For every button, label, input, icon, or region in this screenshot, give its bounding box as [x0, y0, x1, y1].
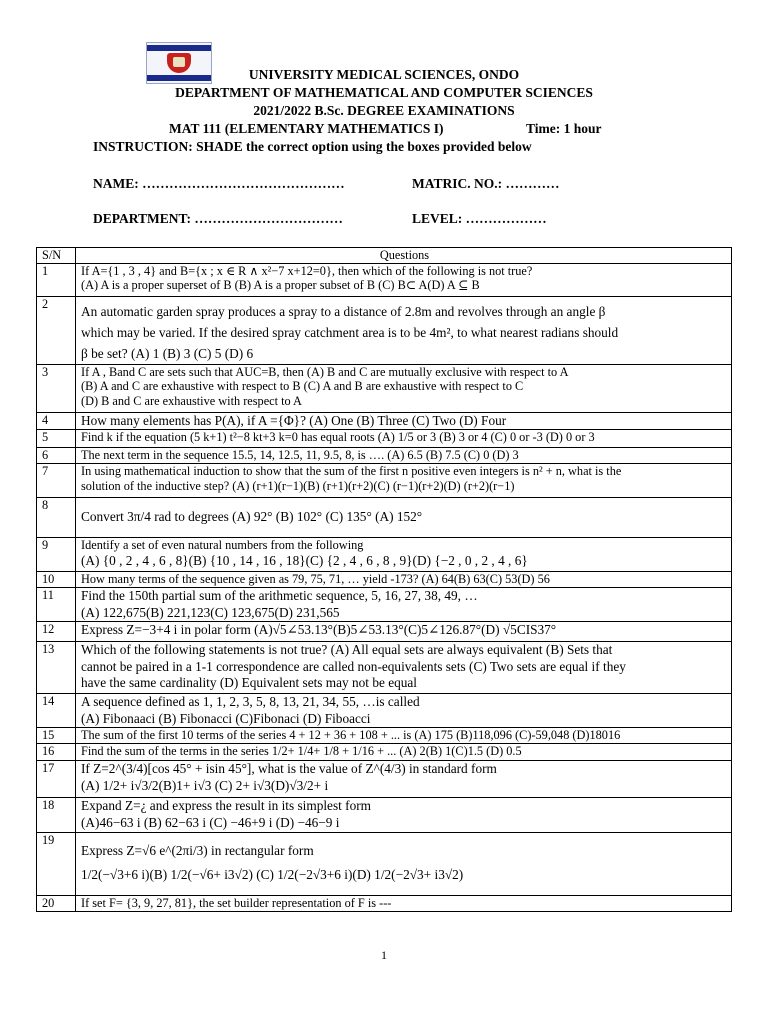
question-line: have the same cardinality (D) Equivalent sets may not be equal [81, 675, 417, 690]
question-cell [76, 572, 732, 588]
questions-table [36, 247, 732, 912]
sn-cell: 1 [37, 263, 76, 296]
question-line: Identify a set of even natural numbers from the following [81, 538, 364, 552]
level-field[interactable]: LEVEL: ……………… [412, 211, 547, 226]
department-name: DEPARTMENT OF MATHEMATICAL AND COMPUTER SCIENCES [175, 85, 593, 100]
question-cell [76, 263, 732, 296]
table-row [37, 694, 732, 728]
question-cell [76, 498, 732, 538]
table-row [37, 588, 732, 622]
question-cell [76, 833, 732, 896]
table-row [37, 744, 732, 761]
sn-cell: 16 [37, 744, 76, 761]
sn-cell: 5 [37, 430, 76, 448]
question-line: (A)46−63 i (B) 62−63 i (C) −46+9 i (D) −46−9 i [81, 814, 340, 830]
question-line: Express Z=√6 e^(2πi/3) in rectangular form [81, 843, 314, 858]
question-line: How many terms of the sequence given as 79, 75, 71, … yield -173? (A) 64(B) 63(C) 53(D) 56 [81, 572, 550, 586]
question-line: (A) 122,675(B) 221,123(C) 123,675(D) 231,565 [81, 604, 340, 620]
department-field[interactable]: DEPARTMENT: …………………………… [93, 211, 343, 226]
question-cell [76, 642, 732, 694]
question-cell [76, 412, 732, 430]
table-row [37, 464, 732, 498]
table-row [37, 761, 732, 798]
sn-header: S/N [37, 248, 76, 264]
sn-cell: 2 [37, 296, 76, 364]
question-line: Convert 3π/4 rad to degrees (A) 92° (B) 102° (C) 135° (A) 152° [81, 509, 423, 525]
table-row [37, 296, 732, 364]
table-row [37, 896, 732, 912]
table-row [37, 364, 732, 412]
question-line: β be set? (A) 1 (B) 3 (C) 5 (D) 6 [81, 345, 254, 361]
page-number: 1 [381, 948, 387, 962]
question-cell [76, 464, 732, 498]
sn-cell: 18 [37, 798, 76, 833]
question-cell [76, 798, 732, 833]
question-line: (B) A and C are exhaustive with respect to B (C) A and B are exhaustive with respect to C [81, 379, 524, 393]
question-line: Find the 150th partial sum of the arithmetic sequence, 5, 16, 27, 38, 49, … [81, 588, 478, 603]
sn-cell: 17 [37, 761, 76, 798]
question-line: (A) A is a proper superset of B (B) A is a proper subset of B (C) B⊂ A(D) A ⊆ B [81, 278, 480, 292]
question-line: solution of the inductive step? (A) (r+1)(r−1)(B) (r+1)(r+2)(C) (r−1)(r+2)(D) (r+2)(r−1) [81, 478, 515, 493]
table-row [37, 728, 732, 744]
question-line: (A) {0 , 2 , 4 , 6 , 8}(B) {10 , 14 , 16 , 18}(C) {2 , 4 , 6 , 8 , 9}(D) {−2 , 0 , 2 , 4 , 6} [81, 552, 528, 568]
question-cell [76, 761, 732, 798]
sn-cell: 9 [37, 538, 76, 572]
question-cell [76, 448, 732, 464]
sn-cell: 15 [37, 728, 76, 744]
question-line: (A) 1/2+ i√3/2(B)1+ i√3 (C) 2+ i√3(D)√3/2+ i [81, 777, 329, 793]
table-row [37, 430, 732, 448]
question-line: Express Z=−3+4 i in polar form (A)√5∠53.13°(B)5∠53.13°(C)5∠126.87°(D) √5CIS37° [81, 622, 557, 637]
table-row [37, 572, 732, 588]
question-line: (A) Fibonaaci (B) Fibonacci (C)Fibonaci (D) Fiboacci [81, 710, 371, 726]
question-line: 1/2(−√3+6 i)(B) 1/2(−√6+ i3√2) (C) 1/2(−2√3+6 i)(D) 1/2(−2√3+ i3√2) [81, 867, 464, 882]
question-line: which may be varied. If the desired spray catchment area is to be 4m², to what nearest radians should [81, 324, 619, 340]
sn-cell: 4 [37, 412, 76, 430]
question-line: An automatic garden spray produces a spray to a distance of 2.8m and revolves through an angle β [81, 303, 606, 319]
question-cell [76, 694, 732, 728]
table-row [37, 448, 732, 464]
sn-cell: 13 [37, 642, 76, 694]
name-field[interactable]: NAME: ……………………………………… [93, 176, 345, 191]
sn-cell: 19 [37, 833, 76, 896]
question-line: If set F= {3, 9, 27, 81}, the set builder representation of F is --- [81, 896, 392, 910]
question-line: Which of the following statements is not true? (A) All equal sets are always equivalent (B) Sets that [81, 642, 613, 657]
matric-field[interactable]: MATRIC. NO.: ………… [412, 176, 560, 191]
question-line: (D) B and C are exhaustive with respect to A [81, 393, 302, 408]
table-row [37, 622, 732, 642]
question-cell [76, 896, 732, 912]
question-cell [76, 538, 732, 572]
sn-cell: 11 [37, 588, 76, 622]
university-name: UNIVERSITY MEDICAL SCIENCES, ONDO [248, 67, 520, 82]
question-line: The sum of the first 10 terms of the series 4 + 12 + 36 + 108 + ... is (A) 175 (B)118,096 (C)-59,048 (D)18016 [81, 728, 621, 742]
sn-cell: 7 [37, 464, 76, 498]
table-row [37, 798, 732, 833]
question-line: The next term in the sequence 15.5, 14, 12.5, 11, 9.5, 8, is …. (A) 6.5 (B) 7.5 (C) 0 (D) 3 [81, 448, 519, 462]
question-line: If A , Band C are sets such that AUC=B, then (A) B and C are mutually exclusive with respect to A [81, 364, 569, 379]
question-line: If Z=2^(3/4)[cos 45° + isin 45°], what is the value of Z^(4/3) in standard form [81, 761, 497, 776]
table-row [37, 833, 732, 896]
question-cell [76, 744, 732, 761]
question-cell [76, 728, 732, 744]
table-row [37, 412, 732, 430]
sn-cell: 10 [37, 572, 76, 588]
course-title: MAT 111 (ELEMENTARY MATHEMATICS I) [169, 121, 444, 136]
sn-cell: 6 [37, 448, 76, 464]
sn-cell: 12 [37, 622, 76, 642]
sn-cell: 3 [37, 364, 76, 412]
question-line: Find the sum of the terms in the series 1/2+ 1/4+ 1/8 + 1/16 + ... (A) 2(B) 1(C)1.5 (D) 0.5 [81, 744, 522, 758]
table-row [37, 498, 732, 538]
instruction: INSTRUCTION: SHADE the correct option using the boxes provided below [93, 139, 532, 154]
exam-time: Time: 1 hour [526, 121, 602, 136]
exam-session: 2021/2022 B.Sc. DEGREE EXAMINATIONS [253, 103, 515, 118]
question-line: If A={1 , 3 , 4} and B={x ; x ∈ R ∧ x²−7 x+12=0}, then which of the following is not true? [81, 263, 533, 278]
questions-header: Questions [76, 248, 732, 264]
question-cell [76, 622, 732, 642]
question-line: A sequence defined as 1, 1, 2, 3, 5, 8, 13, 21, 34, 55, …is called [81, 694, 420, 709]
sn-cell: 8 [37, 498, 76, 538]
question-cell [76, 588, 732, 622]
question-line: cannot be paired in a 1-1 correspondence are called non-equivalents sets (C) Two sets are equal if they [81, 658, 626, 674]
question-line: How many elements has P(A), if A ={Φ}? (A) One (B) Three (C) Two (D) Four [81, 412, 507, 428]
table-row [37, 263, 732, 296]
table-header-row [37, 248, 732, 264]
sn-cell: 14 [37, 694, 76, 728]
table-row [37, 642, 732, 694]
question-cell [76, 296, 732, 364]
sn-cell: 20 [37, 896, 76, 912]
question-line: In using mathematical induction to show that the sum of the first n positive even integers is n² + n, what is the [81, 464, 622, 478]
question-cell [76, 430, 732, 448]
question-line: Expand Z=¿ and express the result in its simplest form [81, 798, 371, 813]
question-cell [76, 364, 732, 412]
table-row [37, 538, 732, 572]
question-line: Find k if the equation (5 k+1) t²−8 kt+3 k=0 has equal roots (A) 1/5 or 3 (B) 3 or 4 (C) 0 or -3 (D) 0 or 3 [81, 430, 595, 444]
